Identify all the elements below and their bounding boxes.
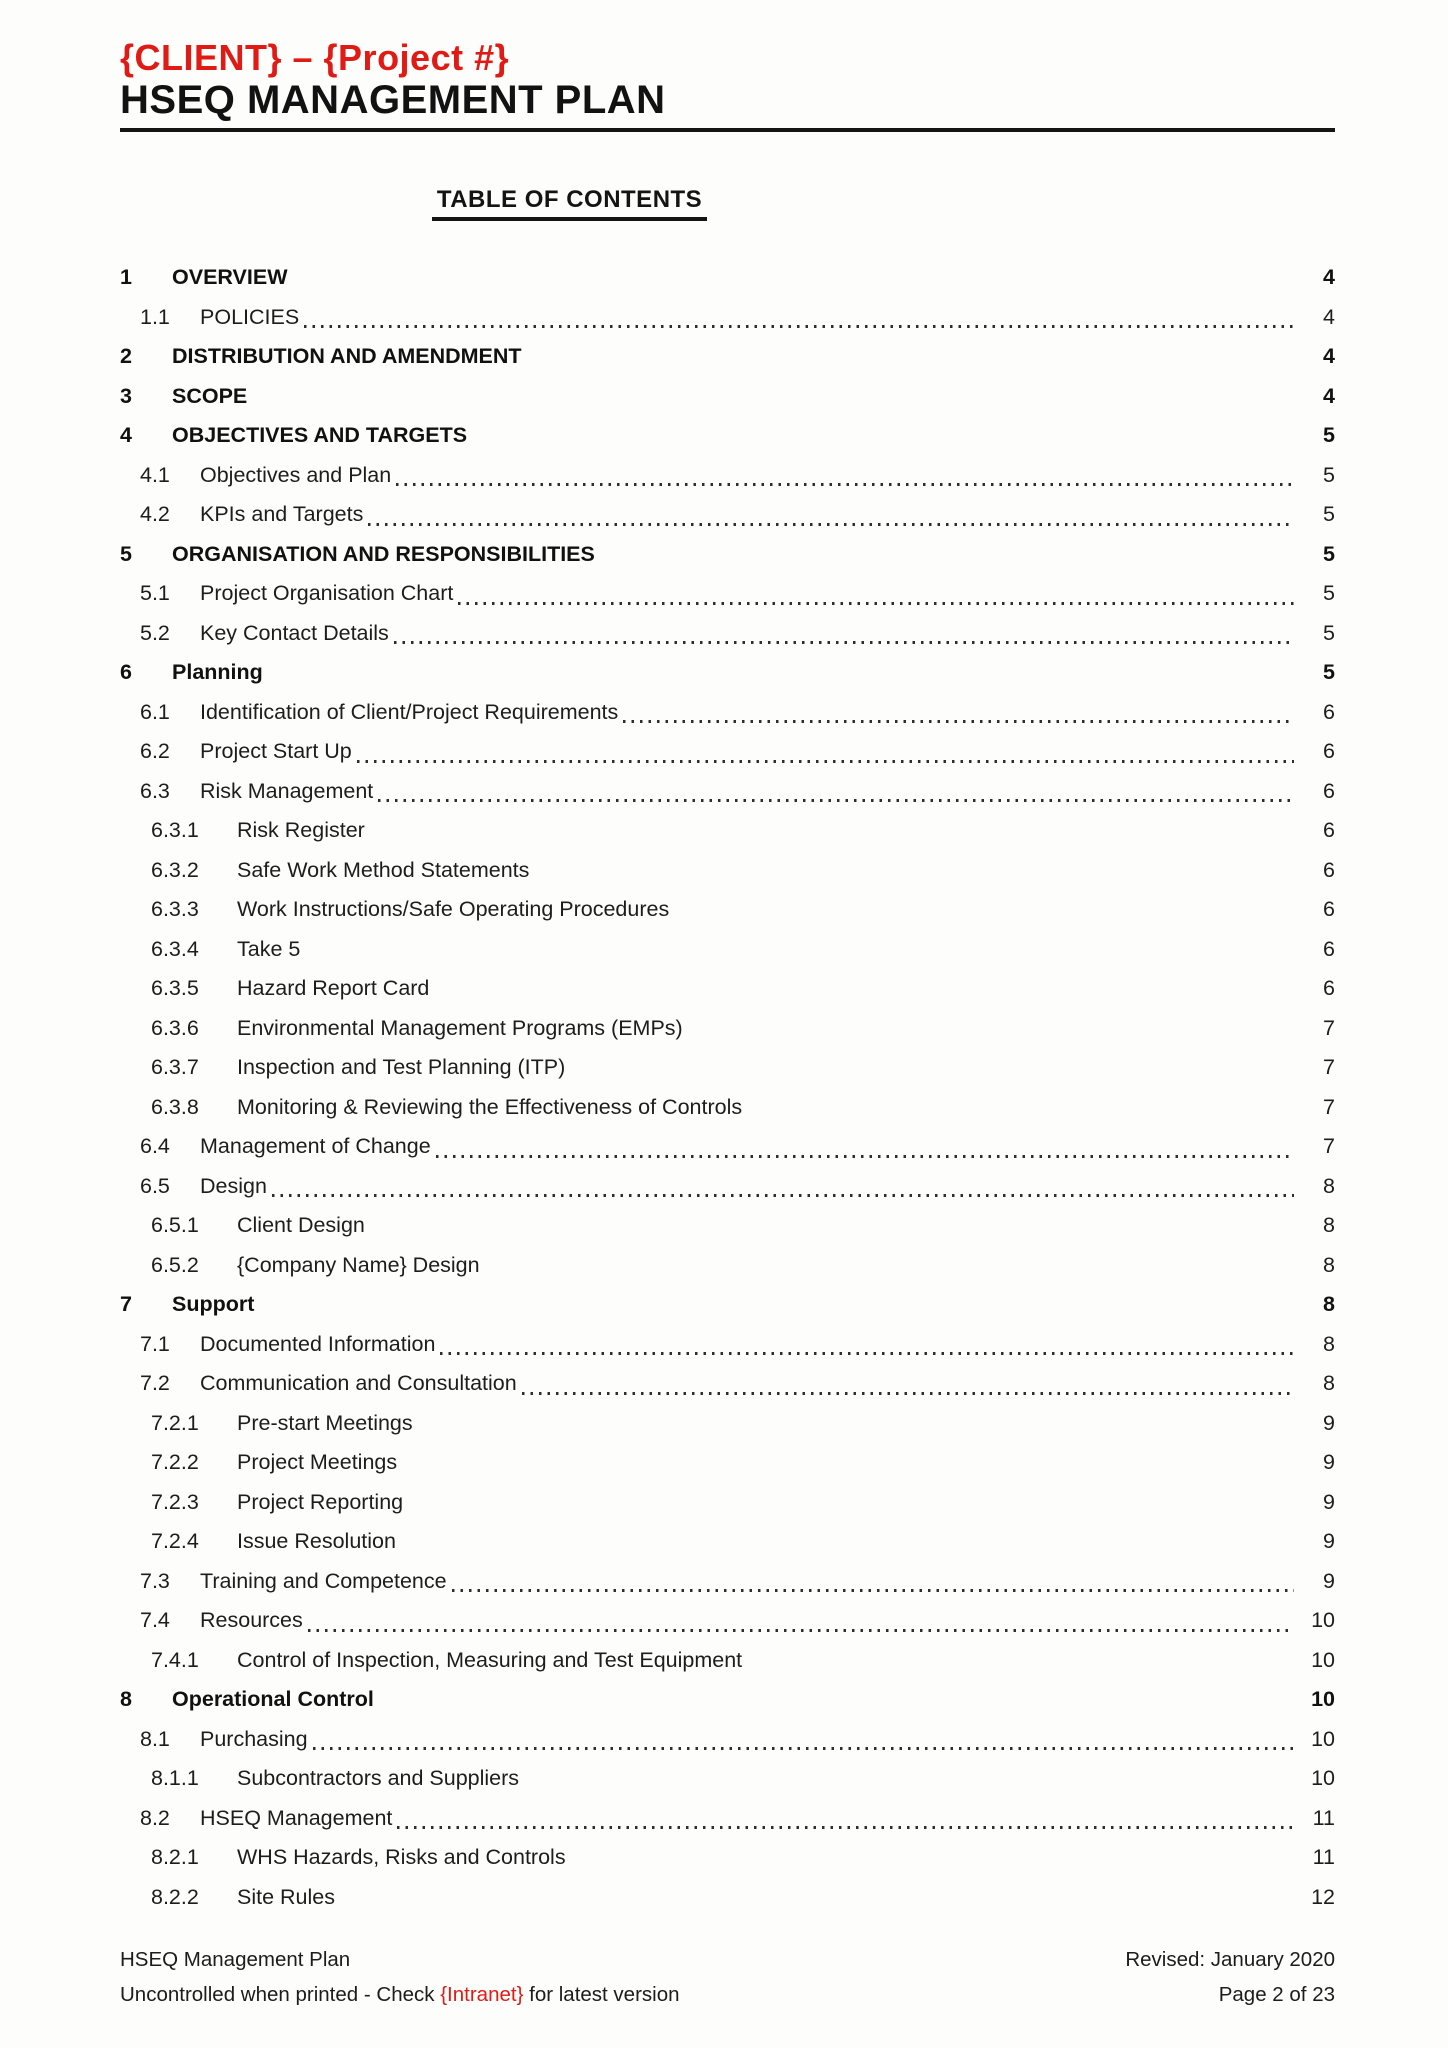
toc-entry-page: 9 [1323,1529,1335,1553]
toc-entry-page: 6 [1323,936,1335,961]
toc-entry-title: Purchasing [200,1726,308,1751]
toc-entry-title: Safe Work Method Statements [237,857,530,882]
toc-entry-title: Client Design [237,1213,365,1237]
toc-entry-title: Objectives and Plan [200,462,392,487]
toc-entry-page: 7 [1323,1094,1335,1119]
dot-leader [373,772,1301,812]
toc-entry [120,495,1335,535]
dot-leader [365,811,1301,851]
toc-entry-page: 4 [1323,344,1335,368]
toc-entry-title: KPIs and Targets [200,502,364,526]
toc-entry-title: Management of Change [200,1134,431,1158]
toc-entry [120,1246,1335,1286]
toc-entry-page: 7 [1323,1134,1335,1158]
toc-entry-number: 1.1 [140,304,170,329]
toc-entry [120,377,1335,417]
toc-entry-number: 6.3.5 [151,976,199,1000]
dot-leader [519,1759,1301,1799]
toc-entry-number: 6 [120,660,132,684]
toc-entry [120,811,1335,851]
toc-entry [120,535,1335,575]
toc-entry-number: 8.2.2 [151,1884,199,1909]
toc-entry [120,732,1335,772]
toc-entry [120,337,1335,377]
toc-entry-title: WHS Hazards, Risks and Controls [237,1845,566,1869]
toc-entry-number: 8.2.1 [151,1845,199,1869]
toc-entry-page: 5 [1323,541,1335,566]
toc-entry [120,1878,1335,1918]
toc-entry-page: 6 [1323,897,1335,921]
toc-entry [120,693,1335,733]
toc-entry-title: Communication and Consultation [200,1371,517,1395]
toc-entry [120,930,1335,970]
toc-entry [120,1522,1335,1562]
dot-leader [480,1246,1301,1286]
toc-entry-page: 9 [1323,1410,1335,1435]
toc-entry-number: 7.4.1 [151,1647,199,1672]
dot-leader [308,1720,1301,1760]
toc-entry-number: 6.1 [140,699,170,724]
footer-uncontrolled-note [120,1977,680,2012]
toc-entry [120,258,1335,298]
toc-entry-number: 6.3.3 [151,897,199,921]
dot-leader [392,1799,1301,1839]
toc-entry-page: 6 [1323,818,1335,842]
dot-leader [365,1206,1301,1246]
toc-entry-title: Planning [172,660,263,684]
toc-entry-title: Project Reporting [237,1489,404,1514]
toc-entry-title: Risk Management [200,778,374,803]
toc-entry-title: Take 5 [237,936,301,961]
toc-entry-page: 6 [1323,699,1335,724]
toc-entry [120,1562,1335,1602]
toc-entry-title: Pre-start Meetings [237,1410,413,1435]
toc-entry-page: 12 [1311,1884,1335,1909]
toc-entry-number: 6.5 [140,1173,170,1198]
toc-entry-number: 7.2.3 [151,1489,199,1514]
toc-entry-number: 8.2 [140,1805,170,1830]
toc-entry-number: 5.2 [140,620,170,645]
toc-entry-title: SCOPE [172,383,248,408]
toc-entry-title: Control of Inspection, Measuring and Test Equipment [237,1647,743,1672]
document-title: HSEQ MANAGEMENT PLAN [120,78,666,122]
toc-entry-number: 6.3.4 [151,936,199,961]
toc-entry-title: OBJECTIVES AND TARGETS [172,423,468,447]
toc-entry-number: 7.4 [140,1608,170,1632]
toc-entry-number: 6.3.8 [151,1094,199,1119]
toc-entry [120,1799,1335,1839]
dot-leader [397,1443,1301,1483]
footer-left [120,1942,680,2012]
toc-entry-number: 6.3.7 [151,1055,199,1079]
toc-heading: TABLE OF CONTENTS [432,186,707,221]
toc-entry-page: 4 [1323,383,1335,408]
footer-page-info: Page 2 of 23 [1218,1983,1335,2006]
dot-leader [403,1483,1301,1523]
toc-entry [120,1680,1335,1720]
toc-entry [120,1167,1335,1207]
toc-entry-title: Operational Control [172,1687,374,1711]
dot-leader [288,258,1302,298]
dot-leader [565,1048,1301,1088]
toc-entry-title: Support [172,1292,255,1316]
toc-entry-page: 8 [1323,1292,1335,1316]
toc-entry-page: 5 [1323,620,1335,645]
header-rule [120,128,1335,132]
toc-entry-page: 10 [1311,1726,1335,1751]
dot-leader [618,693,1301,733]
dot-leader [374,1680,1301,1720]
dot-leader [431,1127,1301,1167]
dot-leader [453,574,1301,614]
toc-entry-number: 6.3.2 [151,857,199,882]
toc-entry [120,1325,1335,1365]
toc-entry-page: 5 [1323,423,1335,447]
toc-entry [120,1759,1335,1799]
dot-leader [247,377,1301,417]
dot-leader [413,1404,1301,1444]
toc-entry-title: Hazard Report Card [237,976,430,1000]
toc-entry-title: Documented Information [200,1331,436,1356]
toc-entry-number: 4.1 [140,462,170,487]
toc-entry-page: 4 [1323,265,1335,289]
toc-entry [120,1127,1335,1167]
dot-leader [447,1562,1301,1602]
toc-entry-number: 5.1 [140,581,170,605]
toc-entry-title: HSEQ Management [200,1805,393,1830]
toc-entry-number: 2 [120,344,132,368]
toc-entry-title: OVERVIEW [172,265,288,289]
toc-entry-title: Inspection and Test Planning (ITP) [237,1055,566,1079]
dot-leader [566,1838,1301,1878]
dot-leader [435,1325,1301,1365]
toc-entry-number: 8 [120,1687,132,1711]
dot-leader [352,732,1301,772]
toc-entry-title: Site Rules [237,1884,335,1909]
toc-entry-number: 8.1.1 [151,1766,199,1790]
dot-leader [595,535,1301,575]
toc-entry-title: Risk Register [237,818,365,842]
toc-entry [120,1206,1335,1246]
toc-entry-number: 6.2 [140,739,170,763]
toc-entry-title: Identification of Client/Project Requirements [200,699,619,724]
toc-entry-page: 5 [1323,581,1335,605]
footer-uncontrolled-suffix: for latest version [523,1983,680,2006]
toc-entry-title: Work Instructions/Safe Operating Procedures [237,897,670,921]
toc-entry [120,1088,1335,1128]
toc-entry-title: Environmental Management Programs (EMPs) [237,1015,683,1040]
toc-entry [120,1443,1335,1483]
toc-entry-title: Subcontractors and Suppliers [237,1766,520,1790]
document-header [120,38,1335,132]
toc-entry-number: 6.4 [140,1134,170,1158]
toc-entry-number: 7.2.1 [151,1410,199,1435]
toc-heading-wrap [120,186,1335,222]
toc-entry-number: 6.3.6 [151,1015,199,1040]
toc-entry-page: 10 [1311,1766,1335,1790]
dot-leader [396,1522,1301,1562]
toc-entry-page: 5 [1323,660,1335,684]
toc-entry-title: Design [200,1173,267,1198]
toc-entry [120,1009,1335,1049]
toc-entry-number: 5 [120,541,132,566]
toc-entry [120,614,1335,654]
client-project-title: {CLIENT} – {Project #} [120,37,510,78]
dot-leader [389,614,1301,654]
dot-leader [467,416,1301,456]
toc-entry [120,1285,1335,1325]
toc-entry-number: 6.3 [140,778,170,803]
toc-entry-title: {Company Name} Design [237,1252,480,1277]
toc-entry-title: Project Start Up [200,739,352,763]
toc-entry-title: Project Meetings [237,1450,398,1474]
toc-entry-page: 6 [1323,857,1335,882]
toc-entry-number: 7 [120,1292,132,1316]
toc-entry-page: 4 [1323,304,1335,329]
toc-entry-number: 7.2 [140,1371,170,1395]
toc-entry [120,1364,1335,1404]
toc-entry [120,772,1335,812]
toc-entry-page: 9 [1323,1568,1335,1593]
dot-leader [391,456,1301,496]
toc-entry-number: 4 [120,423,132,447]
dot-leader [363,495,1301,535]
toc-entry-number: 4.2 [140,502,170,526]
toc-entry [120,456,1335,496]
toc-entry [120,1404,1335,1444]
toc-entry-page: 6 [1323,778,1335,803]
toc-entry-page: 8 [1323,1173,1335,1198]
toc-entry-number: 7.2.2 [151,1450,199,1474]
toc-entry-page: 5 [1323,502,1335,526]
footer-doc-name: HSEQ Management Plan [120,1948,351,1971]
toc-entry-number: 6.5.2 [151,1252,199,1277]
toc-entry-page: 11 [1312,1845,1335,1869]
toc-entry [120,1641,1335,1681]
footer-right [1125,1942,1335,2012]
toc-entry-number: 7.2.4 [151,1529,199,1553]
toc-entry [120,1601,1335,1641]
toc-entry-page: 11 [1312,1805,1335,1830]
toc-entry [120,653,1335,693]
toc-entry-title: Monitoring & Reviewing the Effectiveness of Controls [237,1094,743,1119]
dot-leader [263,653,1301,693]
toc-entry-number: 1 [120,265,132,289]
toc-entry-title: Project Organisation Chart [200,581,454,605]
toc-entry-page: 9 [1323,1450,1335,1474]
dot-leader [669,890,1301,930]
dot-leader [429,969,1301,1009]
document-footer [120,1942,1335,2012]
toc-entry [120,969,1335,1009]
toc-entry-number: 6.3.1 [151,818,199,842]
toc-list [120,258,1335,1917]
toc-entry-page: 8 [1323,1252,1335,1277]
toc-entry-page: 9 [1323,1489,1335,1514]
toc-entry-number: 7.3 [140,1568,170,1593]
toc-entry-page: 6 [1323,976,1335,1000]
footer-revised: Revised: January 2020 [1125,1948,1335,1971]
toc-entry-title: Resources [200,1608,303,1632]
toc-entry-number: 8.1 [140,1726,170,1751]
toc-entry [120,298,1335,338]
dot-leader [299,298,1301,338]
toc-entry-page: 10 [1311,1647,1335,1672]
dot-leader [742,1088,1301,1128]
dot-leader [335,1878,1301,1918]
toc-entry-page: 10 [1311,1608,1335,1632]
dot-leader [529,851,1301,891]
footer-uncontrolled-prefix: Uncontrolled when printed - Check [120,1983,441,2006]
toc-entry [120,1720,1335,1760]
toc-entry-page: 7 [1323,1015,1335,1040]
toc-entry-page: 6 [1323,739,1335,763]
toc-entry-title: Training and Competence [200,1568,447,1593]
toc-entry-title: POLICIES [200,304,300,329]
toc-entry-title: Issue Resolution [237,1529,396,1553]
dot-leader [303,1601,1301,1641]
toc-entry [120,574,1335,614]
toc-entry-title: Key Contact Details [200,620,389,645]
dot-leader [267,1167,1301,1207]
dot-leader [742,1641,1301,1681]
toc-entry [120,1838,1335,1878]
dot-leader [517,1364,1301,1404]
toc-entry-page: 8 [1323,1331,1335,1356]
toc-entry-number: 7.1 [140,1331,170,1356]
toc-entry [120,851,1335,891]
toc-entry-title: DISTRIBUTION AND AMENDMENT [172,344,522,368]
dot-leader [300,930,1301,970]
toc-entry-number: 3 [120,383,132,408]
dot-leader [254,1285,1301,1325]
dot-leader [683,1009,1301,1049]
toc-entry-title: ORGANISATION AND RESPONSIBILITIES [172,541,595,566]
toc-entry [120,416,1335,456]
toc-entry [120,1483,1335,1523]
toc-entry [120,1048,1335,1088]
intranet-placeholder: {Intranet} [440,1983,524,2006]
toc-entry [120,890,1335,930]
toc-entry-page: 7 [1323,1055,1335,1079]
dot-leader [522,337,1301,377]
toc-entry-page: 8 [1323,1213,1335,1237]
toc-entry-page: 5 [1323,462,1335,487]
toc-entry-number: 6.5.1 [151,1213,199,1237]
toc-entry-page: 8 [1323,1371,1335,1395]
toc-entry-page: 10 [1311,1687,1335,1711]
